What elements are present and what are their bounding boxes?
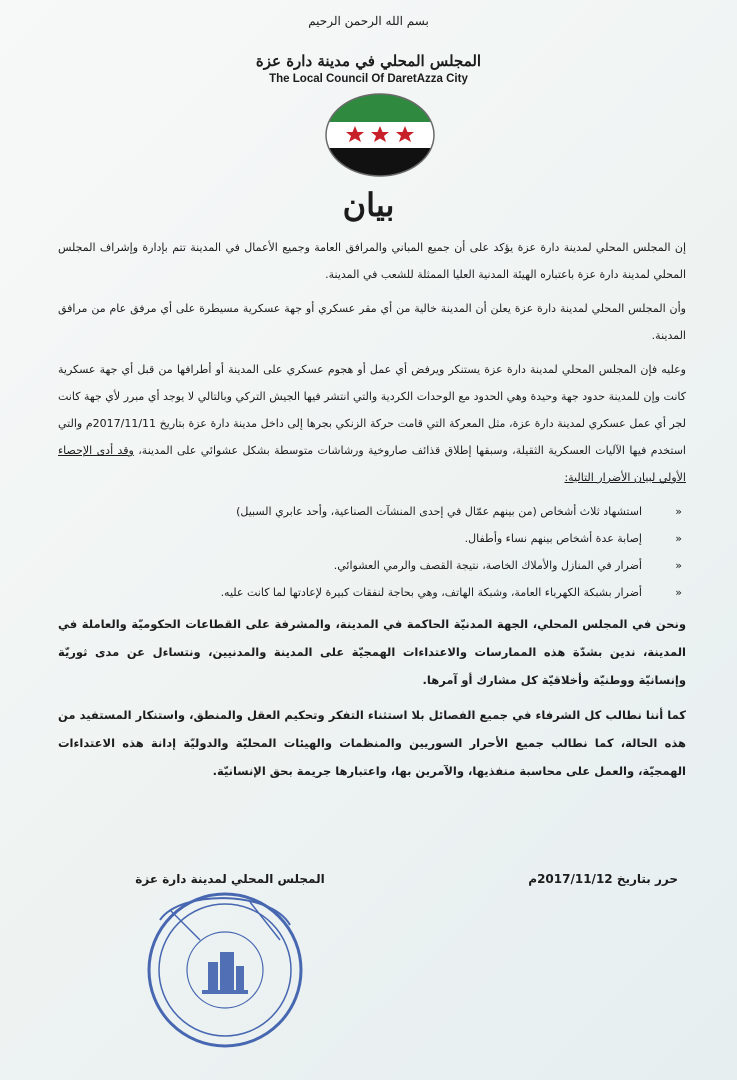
- list-item: [58, 552, 686, 579]
- bullet-icon: «: [675, 505, 682, 518]
- list-item-text: استشهاد ثلاث أشخاص (من بينهم عمّال في إحدى المنشآت الصناعية، وأحد عابري السبيل): [236, 505, 642, 518]
- damages-list: [58, 498, 686, 606]
- issue-date: حرر بتاريخ 2017/11/12م: [528, 872, 678, 886]
- list-item-text: أضرار في المنازل والأملاك الخاصة، نتيجة القصف والرمي العشوائي.: [333, 559, 642, 572]
- condemnation-paragraph: ونحن في المجلس المحلي، الجهة المدنيّة الحاكمة في المدينة، والمشرفة على القطاعات الحكوميّة والعاملة في المدينة، ندين بشدّة هذه الممارسات والاعتداءات الهمجيّة على المدينة والمدنيين، ونتساءل عن مدى ثوريّة وإنسانيّة ووطنيّة وأخلاقيّة كل مشارك أو آمرها.: [58, 617, 686, 687]
- bullet-icon: «: [675, 532, 682, 545]
- paragraph-3-text: وعليه فإن المجلس المحلي لمدينة دارة عزة يستنكر ويرفض أي عمل أو هجوم عسكري على المدينة أو أطرافها من قبل أي جهة عسكرية كانت وإن للمدينة حدود جهة وحيدة وهي الحدود مع الوحدات الكردية والتي انتشر فيها الجيش التركي وبالتالي لا يوجد أي مبرر لأي جهة كانت لجر أي عمل عسكري لمدينة دارة عزة، مثل المعركة التي قامت حركة الزنكي بجرها إلى داخل مدينة دارة عزة بتاريخ 2017/11/11م والتي استخدم فيها الآليات العسكرية الثقيلة، وسبقها إطلاق قذائف صاروخية ورشاشات متوسطة بشكل عشوائي على المدينة،: [58, 363, 687, 457]
- paragraph-2: وأن المجلس المحلي لمدينة دارة عزة يعلن أن المدينة خالية من أي مقر عسكري أو جهة عسكرية مسيطرة على أي مرفق عام من مرافق المدينة.: [58, 302, 686, 342]
- list-item: [58, 579, 686, 606]
- council-name-arabic: المجلس المحلي في مدينة دارة عزة: [255, 52, 482, 70]
- basmala: بسم الله الرحمن الرحيم: [308, 14, 429, 28]
- list-item-text: أضرار بشبكة الكهرباء العامة، وشبكة الهاتف، وهي بحاجة لنفقات كبيرة لإعادتها لما كانت عليه.: [220, 586, 642, 599]
- council-stamp-icon: [140, 880, 310, 1055]
- paragraph-3: [58, 356, 686, 491]
- paragraph-1: إن المجلس المحلي لمدينة دارة عزة يؤكد على أن جميع المباني والمرافق العامة وجميع الأعمال في المدينة تتم بإدارة وإشراف المجلس المحلي لمدينة دارة عزة باعتباره الهيئة المدنية العليا الممثلة للشعب في المدينة.: [58, 241, 686, 281]
- revolution-flag-emblem-icon: [322, 92, 438, 178]
- bullet-icon: «: [675, 586, 682, 599]
- demands-paragraph: كما أننا نطالب كل الشرفاء في جميع الفصائل بلا استثناء التفكر وتحكيم العقل والمنطق، واستنكار المستفيد من هذه الحالة، كما نطالب جميع الأحرار السوريين والمنظمات والهيئات المحليّة والدوليّة إدانة هذه الاعتداءات الهمجيّة، والعمل على محاسبة منفذيها، والآمرين بها، واعتبارها جريمة بحق الإنسانيّة.: [58, 708, 686, 778]
- bullet-icon: «: [675, 559, 682, 572]
- list-item: [58, 498, 686, 525]
- council-name-english: The Local Council Of DaretAzza City: [269, 73, 468, 85]
- statement-body: [58, 234, 686, 792]
- signature-line: المجلس المحلي لمدينة دارة عزة: [135, 872, 325, 886]
- list-item: [58, 525, 686, 552]
- statement-title: بيان: [342, 186, 395, 224]
- list-item-text: إصابة عدة أشخاص بينهم نساء وأطفال.: [464, 532, 642, 545]
- damages-intro: وقد أدى الإحصاء الأولي لبيان الأضرار التالية:: [58, 444, 686, 484]
